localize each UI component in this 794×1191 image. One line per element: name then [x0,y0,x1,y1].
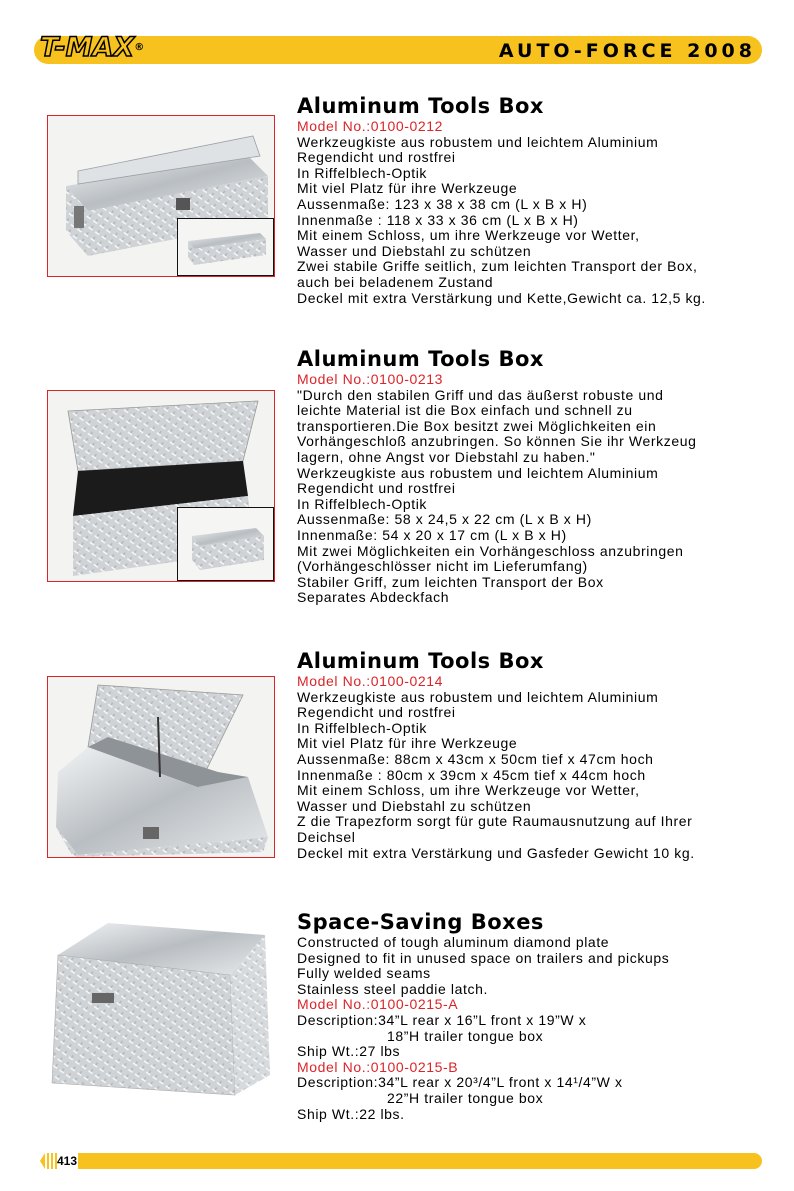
description-line: Description:34”L rear x 16”L front x 19”W x [297,1011,587,1028]
model-number: Model No.:0100-0214 [297,673,444,689]
product-title: Aluminum Tools Box [297,347,544,371]
spec-line: Z die Trapezform sorgt für gute Raumausnutzung auf Ihrer [297,813,693,830]
spec-line: Stabiler Griff, zum leichten Transport der Box [297,573,604,590]
product-title: Aluminum Tools Box [297,649,544,673]
spec-line: Vorhängeschloß anzubringen. So können Sie ihr Werkzeug [297,433,697,450]
spec-line: lagern, ohne Angst vor Diebstahl zu haben." [297,448,596,465]
footer-bar [78,1153,762,1169]
spec-line: Regendicht und rostfrei [297,149,456,166]
spec-line: (Vorhängeschlösser nicht im Lieferumfang) [297,558,588,575]
spec-line: Innenmaße : 118 x 33 x 36 cm (L x B x H) [297,211,579,228]
product-title: Space-Saving Boxes [297,910,544,934]
spec-line: Werkzeugkiste aus robustem und leichtem Aluminium [297,464,659,481]
spec-line: Wasser und Diebstahl zu schützen [297,242,532,259]
logo-registered-mark: ® [134,42,145,53]
spec-line: auch bei beladenem Zustand [297,273,494,290]
spec-line: Mit zwei Möglichkeiten ein Vorhängeschloss anzubringen [297,542,684,559]
spec-line: "Durch den stabilen Griff und das äußerst robuste und [297,386,664,403]
product-text-0215 [297,909,767,1122]
catalog-title: AUTO-FORCE 2008 [498,40,756,62]
model-number-a: Model No.:0100-0215-A [297,996,459,1013]
spec-line: Innenmaße : 80cm x 39cm x 45cm tief x 44cm hoch [297,766,646,783]
toolbox-closed-illustration [178,219,273,275]
feature-line: Designed to fit in unused space on trailers and pickups [297,949,670,966]
spec-line: Wasser und Diebstahl zu schützen [297,797,532,814]
model-number-b: Model No.:0100-0215-B [297,1058,459,1075]
spec-line: In Riffelblech-Optik [297,164,428,181]
description-line: 22”H trailer tongue box [387,1089,544,1106]
model-number: Model No.:0100-0212 [297,118,444,134]
spec-line: transportieren.Die Box besitzt zwei Möglichkeiten ein [297,417,657,434]
toolbox-small-closed-illustration [178,508,273,580]
spec-line: Innenmaße: 54 x 20 x 17 cm (L x B x H) [297,526,567,543]
feature-line: Fully welded seams [297,965,431,982]
spec-line: Werkzeugkiste aus robustem und leichtem Aluminium [297,133,659,150]
toolbox-trapezoid-open-illustration [48,677,274,857]
spec-line: Regendicht und rostfrei [297,480,456,497]
description-line: 18”H trailer tongue box [387,1027,544,1044]
spec-line: Mit viel Platz für ihre Werkzeuge [297,180,518,197]
logo-text: T-MAX [40,32,135,63]
description-line: Description:34”L rear x 20³/4”L front x 14¹/4”W x [297,1074,623,1091]
product-inset-photo-0212 [177,218,274,276]
product-text-0214 [297,648,767,861]
product-inset-photo-0213 [177,507,274,581]
space-saving-box-illustration [40,915,276,1115]
spec-line: Zwei stabile Griffe seitlich, zum leichten Transport der Box, [297,258,698,275]
ship-weight: Ship Wt.:27 lbs [297,1043,401,1060]
tmax-logo [40,28,144,68]
page-number: 413 [57,1154,78,1168]
spec-line: Aussenmaße: 88cm x 43cm x 50cm tief x 47cm hoch [297,750,654,767]
feature-line: Stainless steel paddie latch. [297,980,488,997]
product-text-0212 [297,93,767,306]
spec-line: Werkzeugkiste aus robustem und leichtem Aluminium [297,688,659,705]
spec-line: Deckel mit extra Verstärkung und Gasfeder Gewicht 10 kg. [297,844,695,861]
feature-line: Constructed of tough aluminum diamond plate [297,934,610,950]
spec-line: Deckel mit extra Verstärkung und Kette,Gewicht ca. 12,5 kg. [297,289,706,306]
spec-line: Aussenmaße: 123 x 38 x 38 cm (L x B x H) [297,195,588,212]
spec-line: leichte Material ist die Box einfach und schnell zu [297,402,633,419]
spec-line: Mit einem Schloss, um ihre Werkzeuge vor Wetter, [297,227,640,244]
model-number: Model No.:0100-0213 [297,371,444,387]
spec-line: Mit einem Schloss, um ihre Werkzeuge vor Wetter, [297,782,640,799]
spec-line: Aussenmaße: 58 x 24,5 x 22 cm (L x B x H) [297,511,592,528]
spec-line: Mit viel Platz für ihre Werkzeuge [297,735,518,752]
product-photo-0214 [47,676,275,858]
ship-weight: Ship Wt.:22 lbs. [297,1105,405,1122]
footer-stripe-icon [40,1153,58,1169]
spec-line: Separates Abdeckfach [297,589,450,606]
product-text-0213 [297,346,767,606]
spec-line: In Riffelblech-Optik [297,719,428,736]
product-title: Aluminum Tools Box [297,94,544,118]
spec-line: Regendicht und rostfrei [297,704,456,721]
spec-line: In Riffelblech-Optik [297,495,428,512]
spec-line: Deichsel [297,828,356,845]
